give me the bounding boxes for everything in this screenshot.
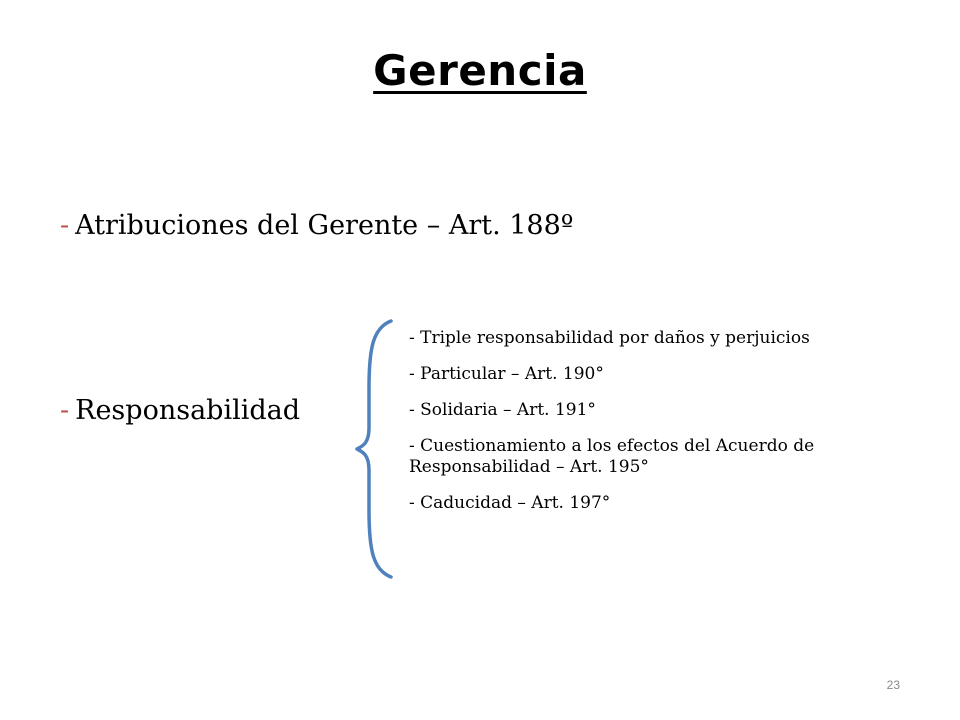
sub-item-triple: - Triple responsabilidad por daños y perjuicios bbox=[409, 328, 810, 348]
bullet-dash: - bbox=[60, 395, 70, 426]
curly-brace-icon bbox=[355, 318, 395, 580]
bullet-atribuciones bbox=[60, 210, 573, 241]
sub-item-cuestionamiento: - Cuestionamiento a los efectos del Acuerdo de Responsabilidad – Art. 195° bbox=[409, 436, 815, 477]
sub-item-particular: - Particular – Art. 190° bbox=[409, 364, 604, 384]
page-number: 23 bbox=[886, 678, 900, 692]
slide-title-text: Gerencia bbox=[373, 46, 587, 95]
bullet-dash: - bbox=[60, 210, 70, 241]
slide-title bbox=[0, 46, 960, 95]
bullet-responsabilidad bbox=[60, 395, 300, 426]
sub-item-caducidad: - Caducidad – Art. 197° bbox=[409, 493, 611, 513]
responsabilidad-sub-list bbox=[409, 328, 859, 529]
sub-item-solidaria: - Solidaria – Art. 191° bbox=[409, 400, 596, 420]
bullet-text: Atribuciones del Gerente – Art. 188º bbox=[75, 210, 574, 241]
bullet-text: Responsabilidad bbox=[75, 395, 301, 426]
